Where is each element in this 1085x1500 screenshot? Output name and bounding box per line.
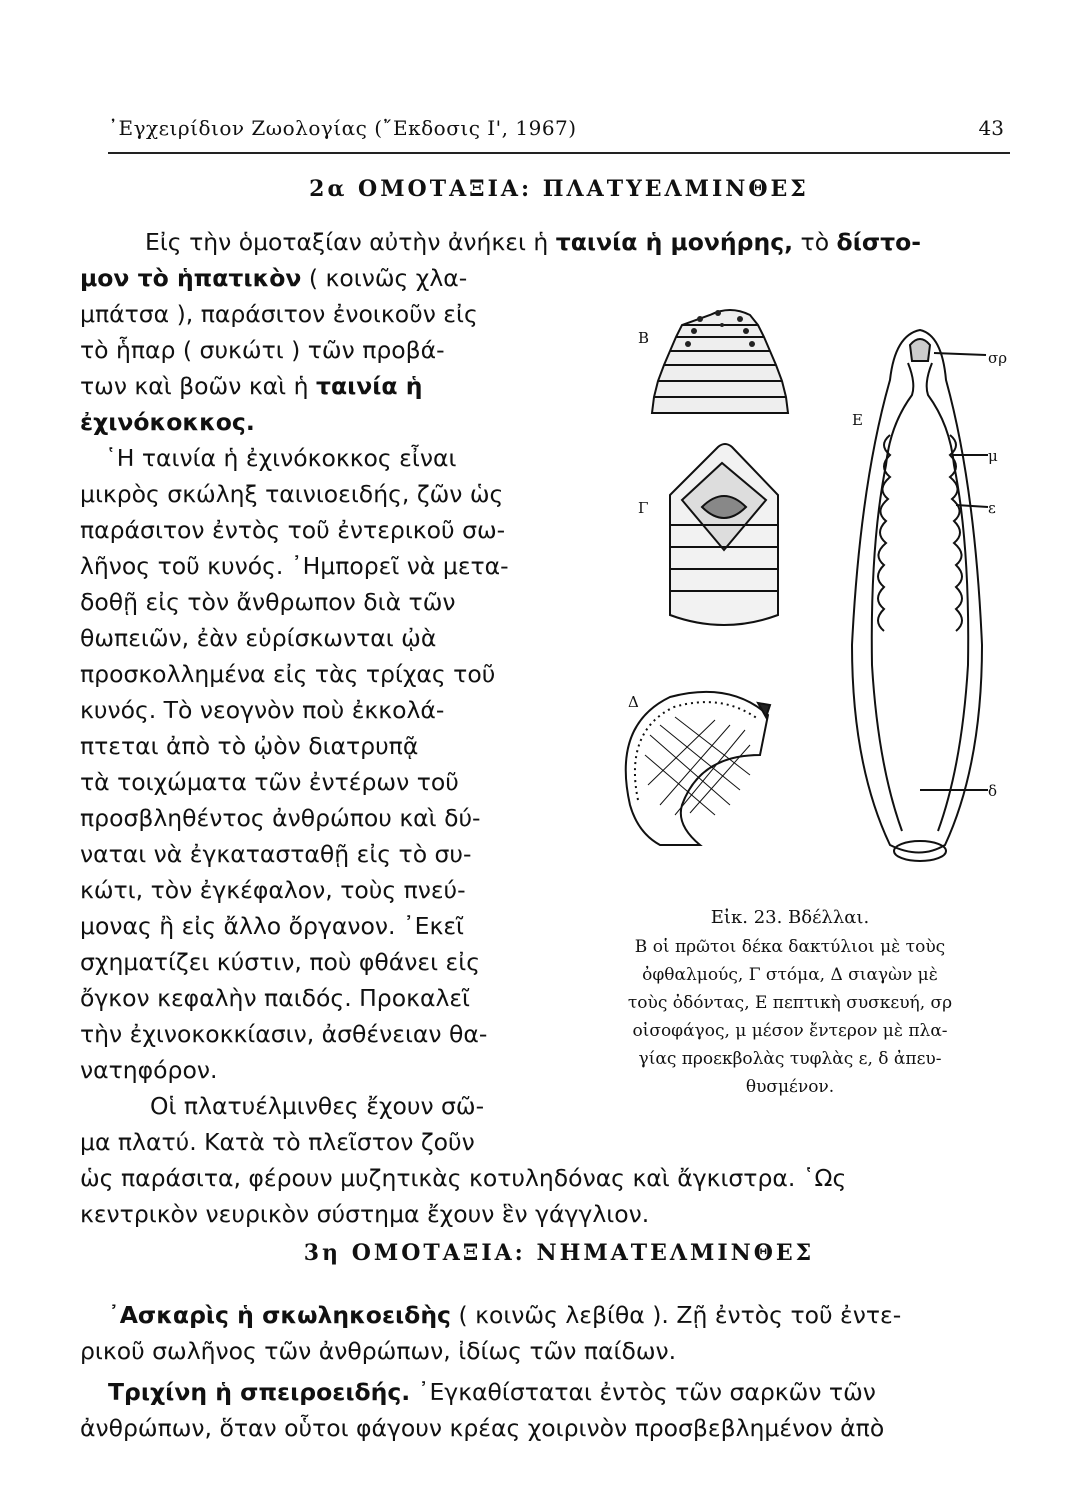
text-line xyxy=(145,227,921,257)
section-heading-platyhelminthes: 2α ΟΜΟΤΑΞΙΑ: ΠΛΑΤΥΕΛΜΙΝΘΕΣ xyxy=(309,176,809,202)
section-heading-nematodes: 3η ΟΜΟΤΑΞΙΑ: ΝΗΜΑΤΕΛΜΙΝΘΕΣ xyxy=(303,1240,815,1266)
text-line: ὄγκον κεφαλὴν παιδός. Προκαλεῖ xyxy=(80,984,470,1012)
text-line: μα πλατύ. Κατὰ τὸ πλεῖστον ζοῦν xyxy=(80,1128,475,1156)
bold-term: ταινία ἡ xyxy=(315,372,423,400)
header-title: ᾿Εγχειρίδιον Ζωολογίας (῎Εκδοσις Ι', 1967) xyxy=(108,116,577,140)
text-line: τὴν ἐχινοκοκκίασιν, ἀσθένειαν θα- xyxy=(80,1020,488,1048)
text-line: μικρὸς σκώληξ ταινιοειδής, ζῶν ὡς xyxy=(80,480,504,508)
figure-part-b xyxy=(652,310,788,413)
figure-caption-line: οἰσοφάγος, μ μέσον ἔντερον μὲ πλα- xyxy=(632,1021,948,1041)
bold-term: δίστο- xyxy=(836,228,922,256)
label-e: Ε xyxy=(852,411,863,429)
bold-term: Τριχίνη ἡ σπειροειδής. xyxy=(108,1378,411,1406)
label-d: Δ xyxy=(628,693,639,711)
text-line: θωπειῶν, ἐὰν εὑρίσκωνται ᾠὰ xyxy=(80,624,437,652)
figure-caption-line: ὀφθαλμούς, Γ στόμα, Δ σιαγὼν μὲ xyxy=(642,965,938,985)
text-line: παράσιτον ἐντὸς τοῦ ἐντερικοῦ σω- xyxy=(80,516,506,544)
text-run: ( κοινῶς χλα- xyxy=(301,264,468,292)
text-line: ναται νὰ ἐγκατασταθῇ εἰς τὸ συ- xyxy=(80,840,472,868)
text-run: των καὶ βοῶν καὶ ἡ xyxy=(80,372,316,400)
text-line: ὡς παράσιτα, φέρουν μυζητικὰς κοτυληδόνας καὶ ἄγκιστρα. ῾Ως xyxy=(80,1164,847,1192)
figure-part-d xyxy=(626,692,770,845)
text-line: ῾Η ταινία ἡ ἐχινόκοκκος εἶναι xyxy=(105,444,457,472)
text-line: πτεται ἀπὸ τὸ ᾠὸν διατρυπᾷ xyxy=(80,732,419,760)
figure-caption-line: γίας προεκβολὰς τυφλὰς ε, δ ἀπευ- xyxy=(638,1049,942,1069)
text-run: ᾿Εγκαθίσταται ἐντὸς τῶν σαρκῶν τῶν xyxy=(410,1378,876,1406)
text-line: λῆνος τοῦ κυνός. ᾿Ημπορεῖ νὰ μετα- xyxy=(80,552,509,580)
text-run: τὸ xyxy=(793,228,837,256)
figure-caption-title: Εἰκ. 23. Βδέλλαι. xyxy=(710,907,870,928)
text-line: ρικοῦ σωλῆνος τῶν ἀνθρώπων, ἰδίως τῶν παίδων. xyxy=(80,1337,677,1365)
figure-part-e xyxy=(852,330,988,861)
label-mu: μ xyxy=(988,447,998,465)
label-delta: δ xyxy=(988,782,998,800)
bold-term: ᾿Ασκαρὶς ἡ σκωληκοειδὴς xyxy=(108,1301,451,1329)
figure-part-g xyxy=(670,444,778,625)
label-g: Γ xyxy=(638,499,649,517)
text-run: ( κοινῶς λεβίθα ). Ζῇ ἐντὸς τοῦ ἐντε- xyxy=(451,1301,902,1329)
text-line: μονας ἢ εἰς ἄλλο ὄργανον. ᾿Εκεῖ xyxy=(80,912,465,940)
text-line xyxy=(80,263,467,293)
text-line: σχηματίζει κύστιν, ποὺ φθάνει εἰς xyxy=(80,948,480,976)
leech-figure xyxy=(590,285,1010,905)
text-line: προσβληθέντος ἀνθρώπου καὶ δύ- xyxy=(80,804,481,832)
text-line: κεντρικὸν νευρικὸν σύστημα ἔχουν ἓν γάγγλιον. xyxy=(80,1200,650,1228)
text-line: κώτι, τὸν ἐγκέφαλον, τοὺς πνεύ- xyxy=(80,876,466,904)
text-line: Οἱ πλατυέλμινθες ἔχουν σῶ- xyxy=(150,1092,485,1120)
text-line: κυνός. Τὸ νεογνὸν ποὺ ἐκκολά- xyxy=(80,696,445,724)
text-run: Εἰς τὴν ὁμοταξίαν αὐτὴν ἀνήκει ἡ xyxy=(145,228,556,256)
text-line: τὸ ἧπαρ ( συκώτι ) τῶν προβά- xyxy=(80,336,445,364)
text-line xyxy=(108,1300,901,1330)
text-line: μπάτσα ), παράσιτον ἐνοικοῦν εἰς xyxy=(80,300,478,328)
label-sr: σρ xyxy=(988,349,1008,367)
text-line xyxy=(80,371,423,401)
text-line: προσκολλημένα εἰς τὰς τρίχας τοῦ xyxy=(80,660,496,688)
page-number: 43 xyxy=(978,116,1004,140)
text-line: τὰ τοιχώματα τῶν ἐντέρων τοῦ xyxy=(80,768,459,796)
text-line: ἐχινόκοκκος. xyxy=(80,408,255,436)
text-line: δοθῇ εἰς τὸν ἄνθρωπον διὰ τῶν xyxy=(80,588,456,616)
label-eps: ε xyxy=(988,499,996,517)
label-b: Β xyxy=(638,329,650,347)
text-line: νατηφόρον. xyxy=(80,1056,218,1084)
bold-term: μον τὸ ἡπατικὸν xyxy=(80,264,302,292)
figure-caption-line: τοὺς ὀδόντας, Ε πεπτικὴ συσκευή, σρ xyxy=(627,993,953,1013)
figure-caption-line: Β οἱ πρῶτοι δέκα δακτύλιοι μὲ τοὺς xyxy=(634,937,946,957)
figure-caption-line: θυσμένον. xyxy=(745,1077,835,1097)
text-line xyxy=(108,1377,876,1407)
text-line: ἀνθρώπων, ὅταν οὗτοι φάγουν κρέας χοιρινὸν προσβεβλημένον ἀπὸ xyxy=(80,1414,885,1442)
running-header xyxy=(108,112,1010,154)
bold-term: ταινία ἡ μονήρης, xyxy=(555,228,794,256)
